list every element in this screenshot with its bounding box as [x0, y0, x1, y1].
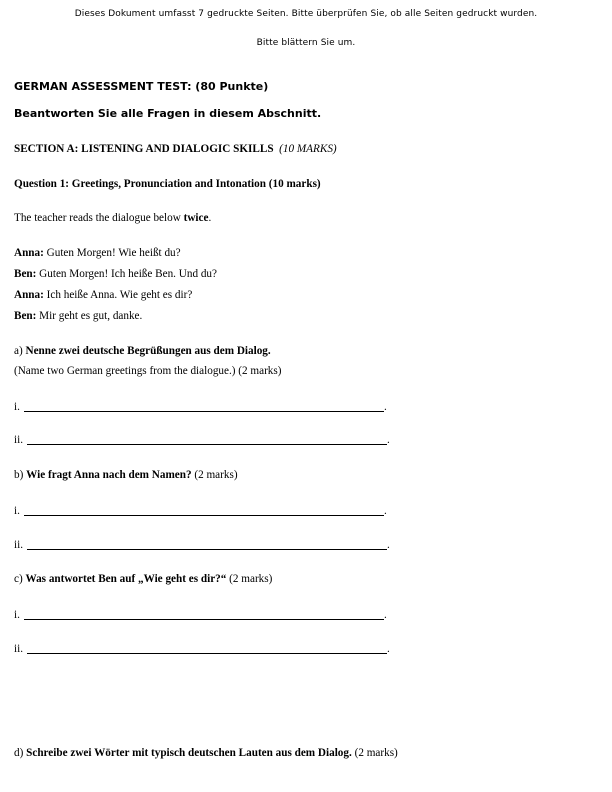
part-marks: (2 marks) [191, 469, 238, 481]
speaker: Anna: [14, 289, 44, 301]
part-b-question [14, 469, 238, 481]
answer-end: . [387, 643, 390, 655]
intro-text: The teacher reads the dialogue below [14, 212, 184, 224]
part-marks: (2 marks) [351, 747, 398, 759]
part-letter: a) [14, 345, 26, 357]
part-question-text: Was antwortet Ben auf „Wie geht es dir?“ [25, 573, 227, 585]
part-d-question [14, 747, 398, 759]
pages-note: Dieses Dokument umfasst 7 gedruckte Seiten. Bitte überprüfen Sie, ob alle Seiten gedruckt wurden. [74, 9, 538, 19]
part-letter: b) [14, 469, 27, 481]
section-title: SECTION A: LISTENING AND DIALOGIC SKILLS [14, 143, 274, 155]
part-letter: c) [14, 573, 26, 585]
dialogue-line [14, 247, 181, 259]
section-marks: (10 MARKS) [279, 143, 337, 155]
part-question-text: Wie fragt Anna nach dem Namen? [26, 469, 192, 481]
part-c-question [14, 573, 272, 585]
answer-line[interactable] [24, 619, 384, 620]
answer-end: . [387, 539, 390, 551]
answer-label: ii. [14, 539, 24, 551]
part-a-translation: (Name two German greetings from the dialogue.) (2 marks) [14, 365, 282, 377]
line-text: Ich heiße Anna. Wie geht es dir? [43, 289, 193, 301]
answer-end: . [384, 401, 387, 413]
answer-line[interactable] [27, 444, 387, 445]
answer-end: . [384, 505, 387, 517]
question-1-intro [14, 212, 211, 224]
line-text: Guten Morgen! Ich heiße Ben. Und du? [36, 268, 217, 280]
part-a-question [14, 345, 271, 357]
answer-line[interactable] [24, 411, 384, 412]
answer-line[interactable] [24, 515, 384, 516]
dialogue-line [14, 268, 217, 280]
part-letter: d) [14, 747, 27, 759]
part-question-text: Nenne zwei deutsche Begrüßungen aus dem Dialog. [25, 345, 271, 357]
intro-emphasis: twice [183, 212, 209, 224]
test-title: GERMAN ASSESSMENT TEST: (80 Punkte) [14, 80, 269, 93]
part-marks: (2 marks) [226, 573, 273, 585]
part-question-text: Schreibe zwei Wörter mit typisch deutschen Lauten aus dem Dialog. [26, 747, 352, 759]
answer-label: ii. [14, 434, 24, 446]
turn-page-note: Bitte blättern Sie um. [256, 38, 356, 48]
answer-line[interactable] [27, 653, 387, 654]
answer-label: ii. [14, 643, 24, 655]
answer-label: i. [14, 505, 20, 517]
question-1-title: Question 1: Greetings, Pronunciation and Intonation (10 marks) [14, 178, 321, 190]
answer-label: i. [14, 609, 20, 621]
answer-end: . [384, 609, 387, 621]
dialogue-line [14, 289, 192, 301]
speaker: Ben: [14, 310, 37, 322]
instruction: Beantworten Sie alle Fragen in diesem Abschnitt. [14, 107, 322, 120]
line-text: Mir geht es gut, danke. [36, 310, 143, 322]
intro-end: . [208, 212, 212, 224]
speaker: Ben: [14, 268, 37, 280]
answer-label: i. [14, 401, 20, 413]
line-text: Guten Morgen! Wie heißt du? [43, 247, 181, 259]
section-heading [14, 143, 337, 155]
dialogue-line [14, 310, 142, 322]
answer-end: . [387, 434, 390, 446]
answer-line[interactable] [27, 549, 387, 550]
speaker: Anna: [14, 247, 44, 259]
